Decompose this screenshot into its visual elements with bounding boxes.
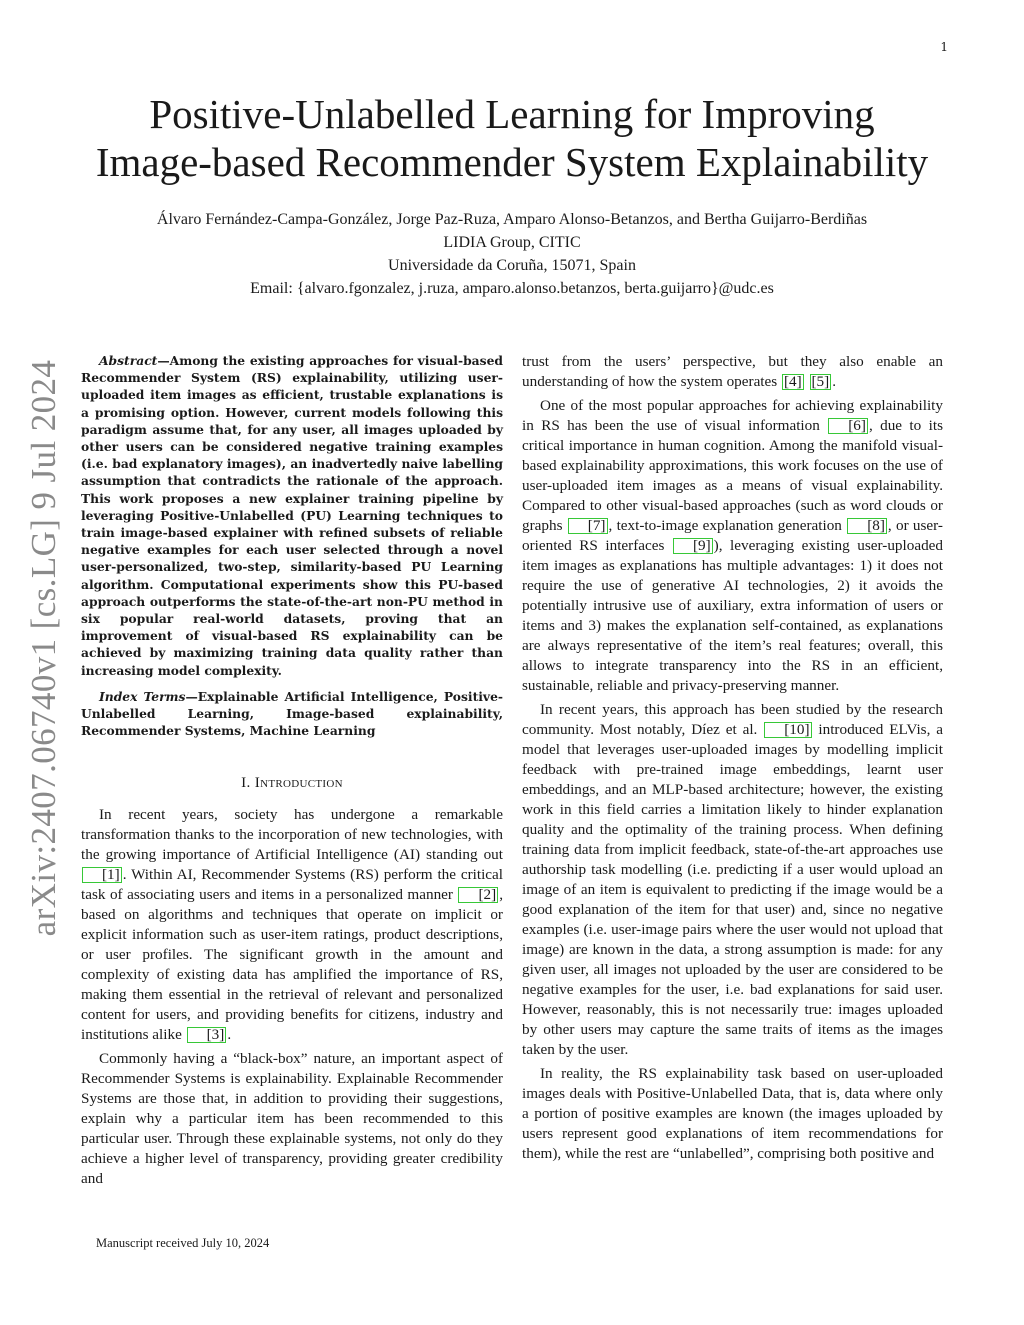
affiliation-university: Universidade da Coruña, 15071, Spain: [388, 257, 636, 274]
abstract-label: Abstract: [99, 353, 158, 368]
citation-link[interactable]: [2]: [458, 887, 498, 903]
section-number: I.: [241, 774, 251, 792]
intro-paragraph-3: [522, 396, 943, 696]
index-terms-label: Index Terms: [99, 688, 186, 704]
citation-link[interactable]: [6]: [828, 418, 868, 434]
text-run: ), leveraging existing user-uploaded item images as explanations has multiple advantages: 1) it does not require the use of generative AI technologies, 2) it avoids the potentially intrusive use of auxiliary, extra information of users or items and 3) makes the explanation self-contained, as explanations are always representative of the item’s real features; overall, this allows to integrate transparency into the RS in an efficient, sustainable, reliable and privacy-preserving manner.: [522, 537, 943, 694]
right-column: [522, 352, 943, 1168]
text-run: In recent years, this approach has been studied by the research community. Most notably, Díez et al.: [522, 701, 943, 738]
text-run: .: [832, 373, 837, 390]
text-run: . Within AI, Recommender Systems (RS) perform the critical task of associating users and items in a personalized manner: [81, 866, 503, 904]
citation-link[interactable]: [1]: [82, 867, 122, 883]
title-line-2: Image-based Recommender System Explainability: [95, 139, 929, 185]
text-run: One of the most popular approaches for achieving explainability in RS has been the use of visual information: [522, 397, 943, 434]
citation-link[interactable]: [4]: [783, 373, 802, 390]
index-terms-text: —Explainable Artificial Intelligence, Positive-Unlabelled Learning, Image-based explainability, Recommender Systems, Machine Learning: [81, 688, 503, 739]
index-terms: [81, 688, 503, 740]
author-block: [40, 208, 984, 300]
abstract: [81, 352, 503, 679]
left-column: [81, 352, 503, 1193]
text-run: introduced ELVis, a model that leverages user-uploaded images by modelling implicit feedback with pre-trained image embeddings, learnt user embeddings, and an MLP-based architecture; however, the existing work in this field carries a limitation likely to hinder explanation quality and the optimality of the training process. When defining training data from implicit feedback, state-of-the-art approaches use authorship task modelling (i.e. predicting if a user would upload an image of an item is equivalent to predicting if the image would be a good explanation of the item for that user) and, since no negative examples (i.e. user-image pairs where the user would not upload that image) are known in the data, a strong assumption is made: for any given user, all images not uploaded by the user are considered to be negative examples for the user, i.e. bad explanations for said user. However, reasonably, this is not necessarily true: images uploaded by other users may capture the same traits of items as the images taken by the user.: [522, 721, 943, 1058]
citation-link[interactable]: [8]: [847, 518, 887, 534]
text-run: trust from the users’ perspective, but they also enable an understanding of how the system operates: [522, 353, 943, 390]
citation-link[interactable]: [5]: [811, 373, 830, 390]
abstract-text: —Among the existing approaches for visual-based Recommender System (RS) explainability, utilizing user-uploaded item images as efficient, trustable explanations is a promising option. However, current models following this paradigm assume that, for any user, all images uploaded by other users can be considered negative training examples (i.e. bad explanatory images), an inadvertedly naive labelling assumption that contradicts the rationale of the approach. This work proposes a new explainer training pipeline by leveraging Positive-Unlabelled (PU) Learning techniques to train image-based explainer with refined subsets of reliable negative examples for each user selected through a novel user-personalized, two-step, similarity-based PU Learning algorithm. Computational experiments show this PU-based approach outperforms the state-of-the-art non-PU method in six popular real-world datasets, proving that an improvement of visual-based RS explainability can be achieved by maximizing training data quality rather than increasing model complexity.: [81, 353, 503, 678]
paper-title: [60, 90, 964, 186]
author-email: Email: {alvaro.fgonzalez, j.ruza, amparo.alonso.betanzos, berta.guijarro}@udc.es: [250, 280, 774, 297]
text-run: , based on algorithms and techniques that operate on implicit or explicit information such as user-item ratings, product descriptions, or user profiles. The significant growth in the amount and complexity of existing data has amplified the importance of RS, making them essential in the retrieval of relevant and personalized content for users, and providing benefits for citizens, industry and institutions alike: [81, 886, 503, 1044]
text-run: , text-to-image explanation generation: [608, 517, 847, 534]
arxiv-identifier[interactable]: arXiv:2407.06740v1 [cs.LG] 9 Jul 2024: [24, 359, 63, 937]
text-run: , or user-oriented RS interfaces: [522, 517, 943, 554]
section-heading-introduction: [81, 773, 503, 793]
intro-paragraph-1: [81, 805, 503, 1045]
citation-link[interactable]: [3]: [187, 1027, 227, 1043]
intro-paragraph-4: [522, 700, 943, 1060]
section-title: Introduction: [254, 774, 343, 792]
text-run: In recent years, society has undergone a remarkable transformation thanks to the incorporation of new technologies, with the growing importance of Artificial Intelligence (AI) standing out: [81, 806, 503, 864]
citation-link[interactable]: [10]: [764, 722, 811, 738]
manuscript-footnote: Manuscript received July 10, 2024: [96, 1236, 270, 1250]
intro-paragraph-5: In reality, the RS explainability task based on user-uploaded images deals with Positive-Unlabelled Data, that is, data where only a portion of positive examples are known (the images uploaded by users represent good explanations of item recommendations for them), while the rest are “unlabelled”, comprising both positive and: [522, 1065, 943, 1162]
text-run: , due to its critical importance in human cognition. Among the manifold visual-based explainability approximations, this work focuses on the use of user-uploaded item images as a means of visual explainability. Compared to other visual-based approaches (such as word clouds or graphs: [522, 417, 943, 534]
intro-paragraph-2: Commonly having a “black-box” nature, an important aspect of Recommender Systems is explainability. Explainable Recommender Systems are those that, in addition to providing their suggestions, explain why a particular item has been recommended to this particular user. Through these explainable systems, not only do they achieve a higher level of transparency, providing greater credibility and: [81, 1050, 503, 1188]
author-names: Álvaro Fernández-Campa-González, Jorge Paz-Ruza, Amparo Alonso-Betanzos, and Bertha Guijarro-Berdiñas: [156, 211, 868, 228]
page-number: 1: [940, 40, 948, 54]
affiliation-group: LIDIA Group, CITIC: [443, 234, 581, 251]
title-line-1: Positive-Unlabelled Learning for Improving: [149, 91, 875, 137]
citation-link[interactable]: [7]: [568, 518, 608, 534]
citation-link[interactable]: [9]: [673, 538, 713, 554]
text-run: .: [227, 1026, 232, 1044]
intro-paragraph-2-continued: [522, 352, 943, 392]
